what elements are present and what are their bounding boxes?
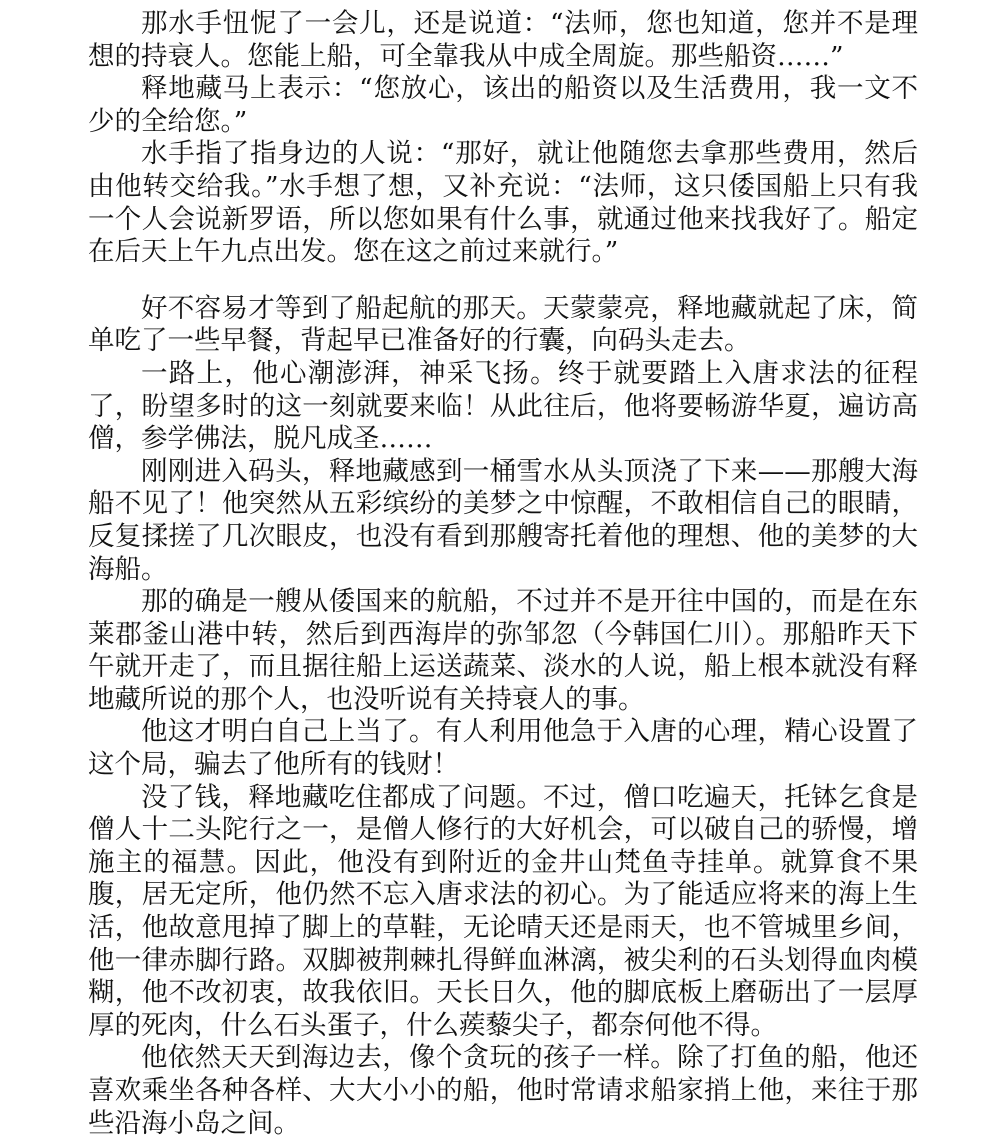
document-page bbox=[88, 8, 918, 1140]
paragraph-8: 他这才明白自己上当了。有人利用他急于入唐的心理，精心设置了这个局，骗去了他所有的钱财！ bbox=[88, 716, 918, 781]
paragraph-7: 那的确是一艘从倭国来的航船，不过并不是开往中国的，而是在东莱郡釜山港中转，然后到西海岸的弥邹忽（今韩国仁川）。那船昨天下午就开走了，而且据往船上运送蔬菜、淡水的人说，船上根本就没有释地藏所说的那个人，也没听说有关持衰人的事。 bbox=[88, 586, 918, 715]
paragraph-4: 好不容易才等到了船起航的那天。天蒙蒙亮，释地藏就起了床，简单吃了一些早餐，背起早已准备好的行囊，向码头走去。 bbox=[88, 292, 918, 357]
paragraph-1: 那水手忸怩了一会儿，还是说道：“法师，您也知道，您并不是理想的持衰人。您能上船，可全靠我从中成全周旋。那些船资……” bbox=[88, 8, 918, 72]
paragraph-3: 水手指了指身边的人说：“那好，就让他随您去拿那些费用，然后由他转交给我。”水手想了想，又补充说：“法师，这只倭国船上只有我一个人会说新罗语，所以您如果有什么事，就通过他来找我好了。船定在后天上午九点出发。您在这之前过来就行。” bbox=[88, 138, 918, 268]
paragraph-9: 没了钱，释地藏吃住都成了问题。不过，僧口吃遍天，托钵乞食是僧人十二头陀行之一，是僧人修行的大好机会，可以破自己的骄慢，增施主的福慧。因此，他没有到附近的金井山梵鱼寺挂单。就算食不果腹，居无定所，他仍然不忘入唐求法的初心。为了能适应将来的海上生活，他故意甩掉了脚上的草鞋，无论晴天还是雨天，也不管城里乡间，他一律赤脚行路。双脚被荆棘扎得鲜血淋漓，被尖利的石头划得血肉模糊，他不改初衷，故我依旧。天长日久，他的脚底板上磨砺出了一层厚厚的死肉，什么石头蛋子，什么蒺藜尖子，都奈何他不得。 bbox=[88, 781, 918, 1041]
section-gap bbox=[88, 269, 918, 293]
paragraph-6: 刚刚进入码头，释地藏感到一桶雪水从头顶浇了下来——那艘大海船不见了！他突然从五彩缤纷的美梦之中惊醒，不敢相信自己的眼睛，反复揉搓了几次眼皮，也没有看到那艘寄托着他的理想、他的美梦的大海船。 bbox=[88, 455, 918, 585]
paragraph-10: 他依然天天到海边去，像个贪玩的孩子一样。除了打鱼的船，他还喜欢乘坐各种各样、大大小小的船，他时常请求船家捎上他，来往于那些沿海小岛之间。 bbox=[88, 1042, 918, 1139]
paragraph-5: 一路上，他心潮澎湃，神采飞扬。终于就要踏上入唐求法的征程了，盼望多时的这一刻就要来临！从此往后，他将要畅游华夏，遍访高僧，参学佛法，脱凡成圣…… bbox=[88, 357, 918, 455]
paragraph-2: 释地藏马上表示：“您放心，该出的船资以及生活费用，我一文不少的全给您。” bbox=[88, 73, 918, 137]
